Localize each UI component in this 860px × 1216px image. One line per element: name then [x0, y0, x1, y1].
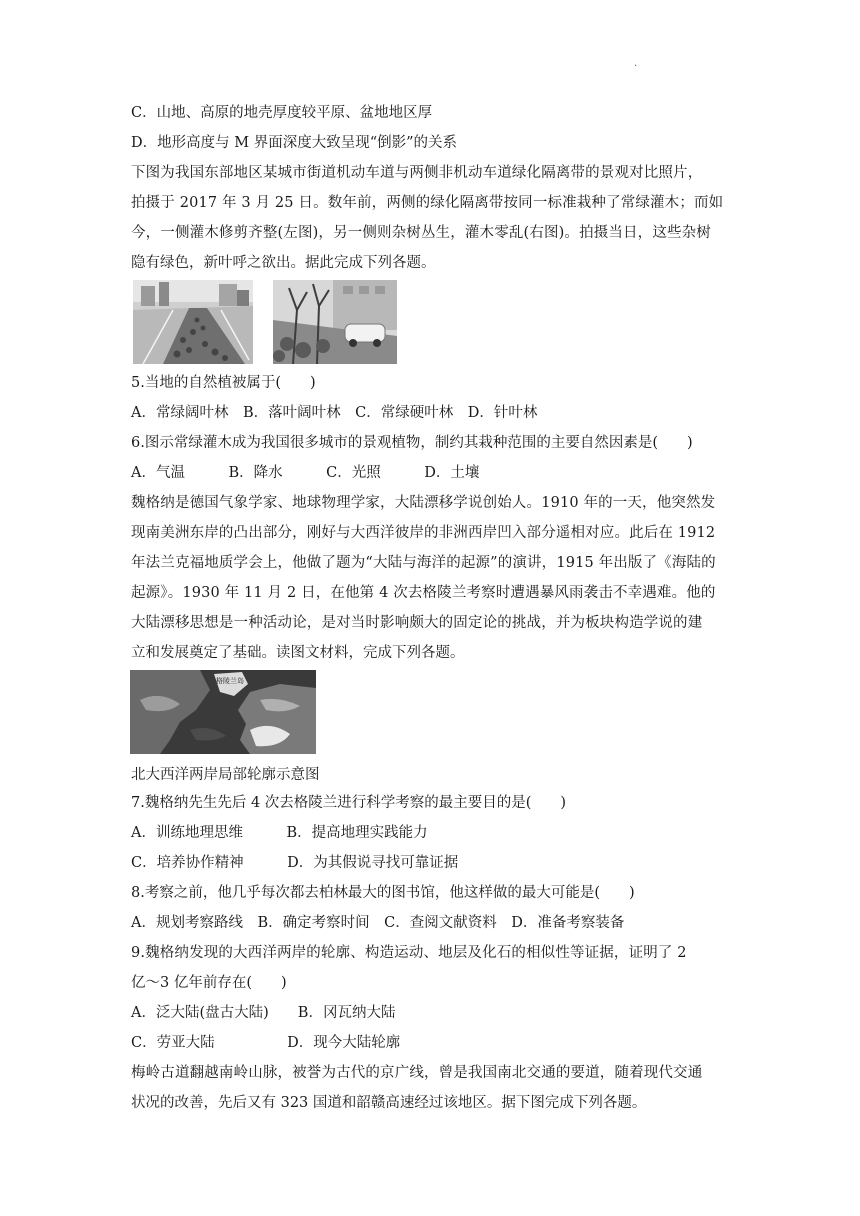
passage-line: 状况的改善，先后又有 323 国道和韶赣高速经过该地区。据下图完成下列各题。: [131, 1095, 647, 1111]
question-9-cont: 亿～3 亿年前存在( ): [131, 975, 287, 991]
map-greenland-label: 格陵兰岛: [216, 677, 244, 685]
question-7-options-ab: A．训练地理思维 B．提高地理实践能力: [131, 825, 428, 841]
overgrown-trees-photo: [273, 280, 397, 364]
question-5-options: A．常绿阔叶林 B．落叶阔叶林 C．常绿硬叶林 D．针叶林: [131, 405, 538, 421]
passage-line: 年法兰克福地质学会上，他做了题为“大陆与海洋的起源”的演讲，1915 年出版了《海陆的: [131, 555, 716, 571]
trimmed-shrubs-photo: [133, 280, 253, 364]
question-7-options-cd: C．培养协作精神 D．为其假说寻找可靠证据: [131, 855, 459, 871]
option-d-line: D．地形高度与 M 界面深度大致呈现“倒影”的关系: [131, 135, 458, 151]
passage-line: 魏格纳是德国气象学家、地球物理学家，大陆漂移学说创始人。1910 年的一天，他突然发: [131, 495, 716, 511]
passage-line: 拍摄于 2017 年 3 月 25 日。数年前，两侧的绿化隔离带按同一标准栽种了常绿灌木；而如: [131, 195, 724, 211]
passage-line: 今，一侧灌木修剪齐整(左图)，另一侧则杂树丛生，灌木零乱(右图)。拍摄当日，这些杂树: [131, 225, 711, 241]
north-atlantic-map: [130, 670, 316, 754]
question-8: 8.考察之前，他几乎每次都去柏林最大的图书馆，他这样做的最大可能是( ): [131, 885, 635, 901]
header-mark: .: [634, 58, 638, 69]
passage-line: 隐有绿色，新叶呼之欲出。据此完成下列各题。: [131, 255, 436, 271]
question-6: 6.图示常绿灌木成为我国很多城市的景观植物，制约其栽种范围的主要自然因素是( ): [131, 435, 693, 451]
passage-line: 大陆漂移思想是一种活动论，是对当时影响颇大的固定论的挑战，并为板块构造学说的建: [131, 615, 703, 631]
passage-line: 梅岭古道翻越南岭山脉，被誉为古代的京广线，曾是我国南北交通的要道，随着现代交通: [131, 1065, 703, 1081]
question-8-options: A．规划考察路线 B．确定考察时间 C．查阅文献资料 D．准备考察装备: [131, 915, 625, 931]
passage-line: 立和发展奠定了基础。读图文材料，完成下列各题。: [131, 645, 465, 661]
passage-line: 现南美洲东岸的凸出部分，刚好与大西洋彼岸的非洲西岸凹入部分遥相对应。此后在 1912: [131, 525, 716, 541]
question-9-options-cd: C．劳亚大陆 D．现今大陆轮廓: [131, 1035, 401, 1051]
question-7: 7.魏格纳先生先后 4 次去格陵兰进行科学考察的最主要目的是( ): [131, 795, 567, 811]
map-caption: 北大西洋两岸局部轮廓示意图: [131, 767, 320, 783]
passage-line: 下图为我国东部地区某城市街道机动车道与两侧非机动车道绿化隔离带的景观对比照片，: [131, 165, 703, 181]
passage-line: 起源》。1930 年 11 月 2 日，在他第 4 次去格陵兰考察时遭遇暴风雨袭击不幸遇难。他的: [131, 585, 716, 601]
question-5: 5.当地的自然植被属于( ): [131, 375, 316, 391]
question-9: 9.魏格纳发现的大西洋两岸的轮廓、构造运动、地层及化石的相似性等证据，证明了 2: [131, 945, 687, 961]
question-9-options-ab: A．泛大陆(盘古大陆) B．冈瓦纳大陆: [131, 1005, 396, 1021]
question-6-options: A．气温 B．降水 C．光照 D．土壤: [131, 465, 480, 481]
option-c-line: C．山地、高原的地壳厚度较平原、盆地地区厚: [131, 105, 433, 121]
